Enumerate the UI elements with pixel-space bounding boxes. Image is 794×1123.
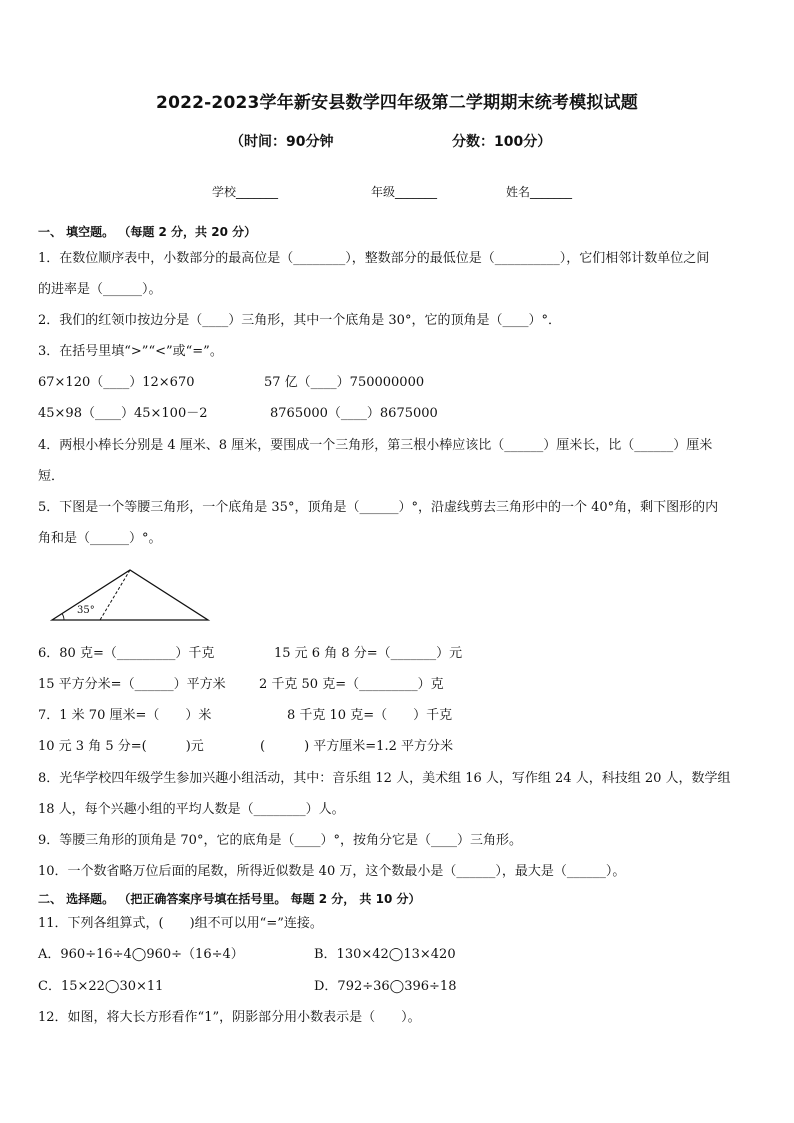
question-8-line-1: 8．光华学校四年级学生参加兴趣小组活动，其中：音乐组 12 人，美术组 16 人，写作组 24 人，科技组 20 人，数学组	[38, 771, 731, 786]
time-label: （时间：90分钟	[230, 134, 334, 150]
question-9: 9．等腰三角形的顶角是 70°，它的底角是（____）°，按角分它是（____）三角形。	[38, 833, 522, 848]
question-7-item-c: 10 元 3 角 5 分=( )元	[38, 739, 204, 754]
question-3-item-b: 57 亿（____）750000000	[264, 375, 425, 390]
question-3-item-c: 45×98（____）45×100－2	[38, 406, 208, 421]
score-label: 分数：100分）	[452, 134, 552, 150]
section-heading-fill-blank: 一、 填空题。 （每题 2 分，共 20 分）	[38, 225, 257, 239]
question-8-line-2: 18 人，每个兴趣小组的平均人数是（________）人。	[38, 802, 345, 817]
question-2: 2．我们的红领巾按边分是（____）三角形，其中一个底角是 30°，它的顶角是（____）°．	[38, 313, 561, 328]
angle-label: 35°	[77, 605, 95, 616]
question-5-line-2: 角和是（______）°。	[38, 531, 162, 546]
question-11-option-a: A．960÷16÷4◯960÷（16÷4）	[38, 947, 244, 962]
question-7-item-b: 8 千克 10 克=（ ）千克	[287, 708, 453, 723]
question-7-item-d: ( ) 平方厘米=1.2 平方分米	[260, 739, 453, 754]
question-1-line-1: 1．在数位顺序表中，小数部分的最高位是（________），整数部分的最低位是（__________），它们相邻计数单位之间	[38, 251, 710, 266]
question-6-item-b: 15 元 6 角 8 分=（_______）元	[274, 646, 463, 661]
cut-dashed-line	[100, 570, 130, 620]
question-3-item-a: 67×120（____）12×670	[38, 375, 195, 390]
school-field: 学校_______	[212, 185, 279, 199]
question-12: 12．如图，将大长方形看作“1”，阴影部分用小数表示是（ ）。	[38, 1010, 421, 1025]
question-11-option-d: D．792÷36◯396÷18	[314, 979, 457, 994]
section-heading-multiple-choice: 二、 选择题。 （把正确答案序号填在括号里。 每题 2 分， 共 10 分）	[38, 892, 421, 906]
grade-field: 年级_______	[371, 185, 438, 199]
question-6-item-d: 2 千克 50 克=（_________）克	[259, 677, 444, 692]
question-4-line-2: 短．	[38, 469, 65, 484]
question-3: 3．在括号里填“>”“<”或“=”。	[38, 344, 223, 359]
question-5-line-1: 5．下图是一个等腰三角形，一个底角是 35°，顶角是（______）°，沿虚线剪去三角形中的一个 40°角，剩下图形的内	[38, 500, 719, 515]
isosceles-triangle-figure	[50, 566, 212, 624]
question-11: 11．下列各组算式，( )组不可以用“=”连接。	[38, 916, 323, 931]
name-field: 姓名_______	[506, 185, 573, 199]
angle-arc	[62, 614, 64, 621]
question-7-item-a: 7．1 米 70 厘米=（ ）米	[38, 708, 212, 723]
question-6-item-c: 15 平方分米=（______）平方米	[38, 677, 226, 692]
question-3-item-d: 8765000（____）8675000	[270, 406, 438, 421]
page-title: 2022-2023学年新安县数学四年级第二学期期末统考模拟试题	[156, 93, 638, 113]
question-11-option-b: B．130×42◯13×420	[314, 947, 456, 962]
question-6-item-a: 6．80 克=（_________）千克	[38, 646, 215, 661]
question-4-line-1: 4．两根小棒长分别是 4 厘米、8 厘米，要围成一个三角形，第三根小棒应该比（______）厘米长，比（______）厘米	[38, 438, 713, 453]
question-11-option-c: C．15×22◯30×11	[38, 979, 164, 994]
question-1-line-2: 的进率是（______）。	[38, 282, 162, 297]
question-10: 10．一个数省略万位后面的尾数，所得近似数是 40 万，这个数最小是（______），最大是（______）。	[38, 864, 626, 879]
triangle-outline	[52, 570, 208, 620]
